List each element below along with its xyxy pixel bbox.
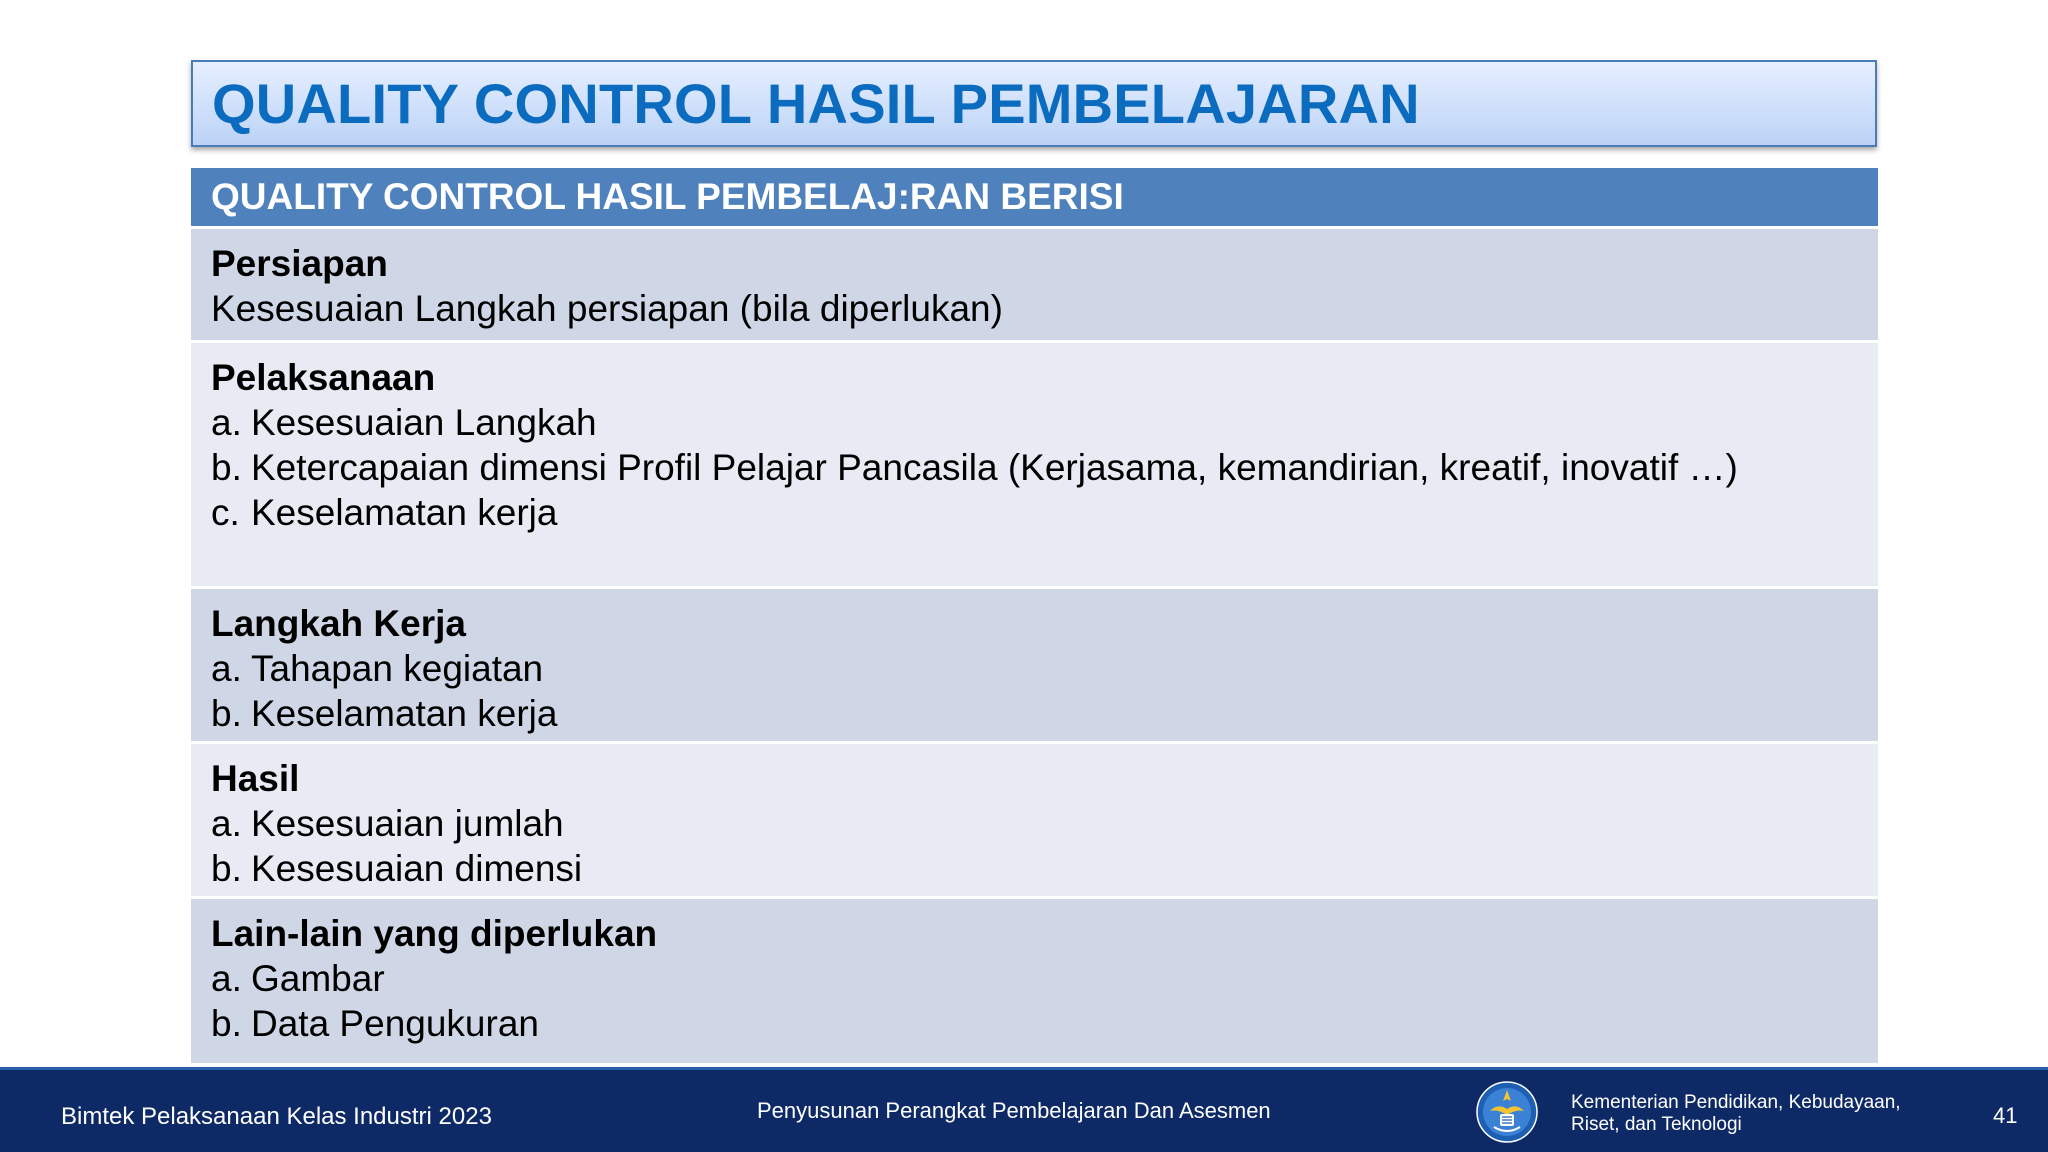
footer-ministry-name <box>1571 1092 1901 1136</box>
list-marker: b. <box>211 848 242 889</box>
slide-title: QUALITY CONTROL HASIL PEMBELAJARAN <box>212 72 1420 135</box>
ministry-line-2: Riset, dan Teknologi <box>1571 1114 1742 1135</box>
row-title: Persiapan <box>211 243 388 284</box>
footer-bar <box>0 1067 2048 1152</box>
list-marker: b. <box>211 1003 242 1044</box>
list-marker: a. <box>211 402 242 443</box>
row-title: Hasil <box>211 758 300 799</box>
list-item-text: Ketercapaian dimensi Profil Pelajar Pancasila (Kerjasama, kemandirian, kreatif, inovatif …) <box>251 447 1738 488</box>
list-item <box>211 490 1858 535</box>
footer-topic: Penyusunan Perangkat Pembelajaran Dan Asesmen <box>757 1098 1271 1123</box>
list-item-text: Kesesuaian Langkah <box>251 402 597 443</box>
list-item <box>211 846 1858 891</box>
list-item <box>211 691 1858 736</box>
table-header-text: QUALITY CONTROL HASIL PEMBELAJ:RAN BERISI <box>211 176 1124 217</box>
list-item <box>211 801 1858 846</box>
row-text: Kesesuaian Langkah persiapan (bila diperlukan) <box>211 288 1003 329</box>
list-marker: b. <box>211 693 242 734</box>
list-marker: a. <box>211 803 242 844</box>
tut-wuri-handayani-logo-icon <box>1476 1081 1538 1143</box>
list-item <box>211 646 1858 691</box>
table-row-langkah-kerja <box>191 589 1878 744</box>
list-marker: c. <box>211 492 240 533</box>
list-item-text: Kesesuaian jumlah <box>251 803 564 844</box>
table-row-persiapan <box>191 229 1878 343</box>
list-marker: a. <box>211 958 242 999</box>
list-item-text: Kesesuaian dimensi <box>251 848 583 889</box>
table-header <box>191 168 1878 229</box>
row-title: Pelaksanaan <box>211 357 436 398</box>
list-item <box>211 400 1858 445</box>
list-item-text: Keselamatan kerja <box>251 492 558 533</box>
list-marker: a. <box>211 648 242 689</box>
table-row-hasil <box>191 744 1878 899</box>
page-number: 41 <box>1993 1103 2018 1128</box>
list-item <box>211 1001 1858 1046</box>
list-item-text: Gambar <box>251 958 385 999</box>
row-title: Langkah Kerja <box>211 603 466 644</box>
list-item <box>211 445 1858 490</box>
list-item-text: Keselamatan kerja <box>251 693 558 734</box>
list-marker: b. <box>211 447 242 488</box>
footer-event-name: Bimtek Pelaksanaan Kelas Industri 2023 <box>61 1103 492 1130</box>
table-row-pelaksanaan <box>191 343 1878 589</box>
row-title: Lain-lain yang diperlukan <box>211 913 658 954</box>
ministry-line-1: Kementerian Pendidikan, Kebudayaan, <box>1571 1092 1901 1113</box>
list-item <box>211 956 1858 1001</box>
list-item-text: Tahapan kegiatan <box>251 648 544 689</box>
title-box <box>191 60 1877 147</box>
content-table <box>191 168 1878 1063</box>
list-item-text: Data Pengukuran <box>251 1003 539 1044</box>
table-row-lain-lain <box>191 899 1878 1063</box>
